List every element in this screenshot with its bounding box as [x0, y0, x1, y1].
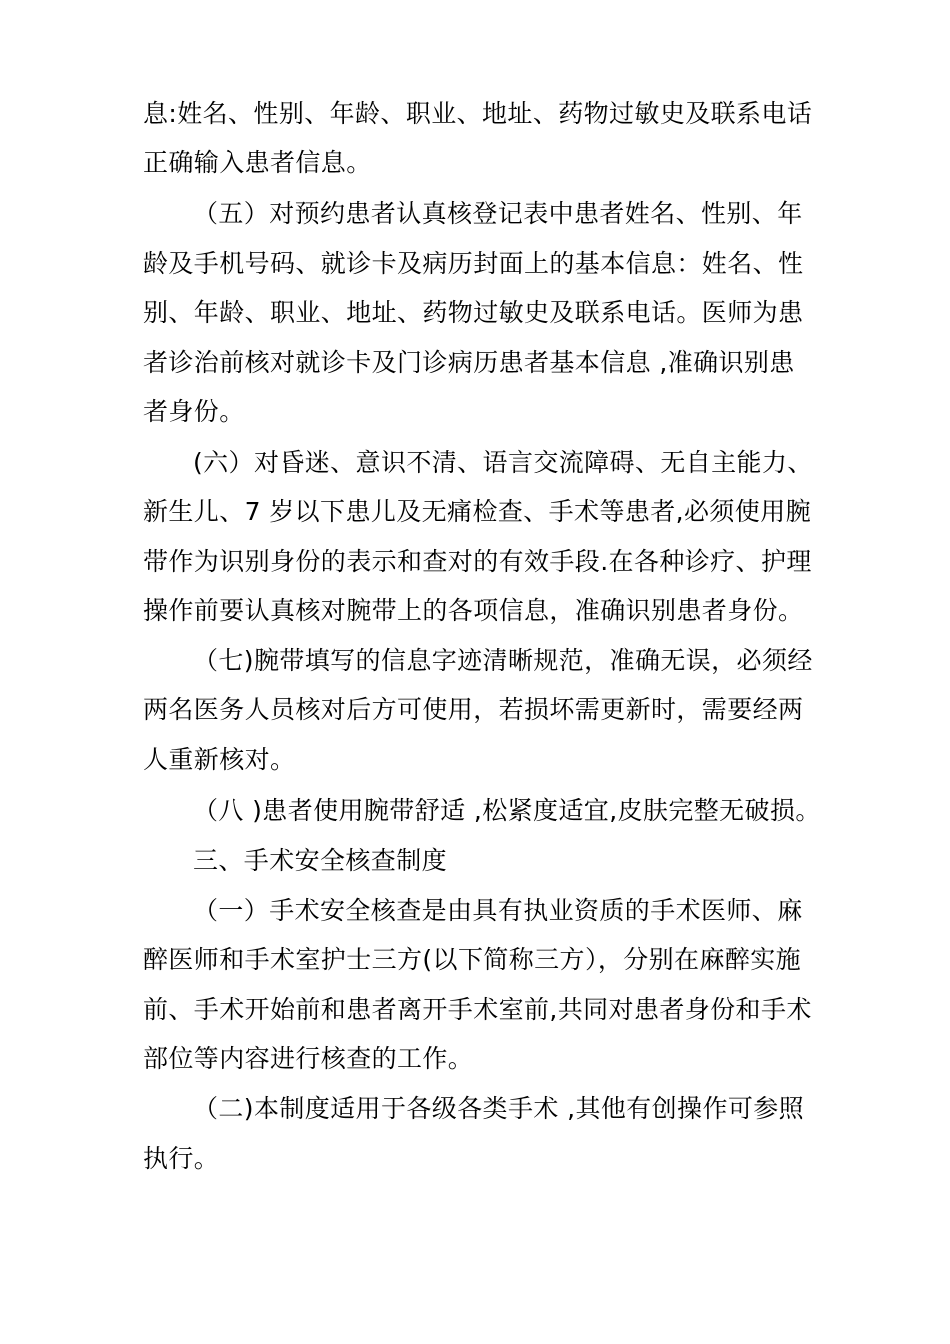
paragraph-start-line: （二)本制度适用于各级各类手术 ,其他有创操作可参照 [193, 1094, 805, 1123]
text-line: 别、年龄、职业、地址、药物过敏史及联系电话。医师为患 [143, 298, 804, 327]
text-line: 操作前要认真核对腕带上的各项信息，准确识别患者身份。 [143, 596, 804, 625]
paragraph-start-line: （五）对预约患者认真核登记表中患者姓名、性别、年 [193, 199, 803, 228]
text-line: 两名医务人员核对后方可使用，若损坏需更新时，需要经两 [143, 695, 804, 724]
paragraph-start-line: （八 )患者使用腕带舒适 ,松紧度适宜,皮肤完整无破损。 [193, 796, 821, 825]
text-line: 前、手术开始前和患者离开手术室前,共同对患者身份和手术 [143, 995, 812, 1024]
text-line: 执行。 [143, 1144, 220, 1173]
paragraph-start-line: （七)腕带填写的信息字迹清晰规范，准确无误，必须经 [193, 646, 813, 675]
text-line: 者诊治前核对就诊卡及门诊病历患者基本信息 ,准确识别患 [143, 348, 795, 377]
text-line: 人重新核对。 [143, 745, 296, 774]
text-line: 龄及手机号码、就诊卡及病历封面上的基本信息：姓名、性 [143, 249, 804, 278]
text-line: 新生儿、7 岁以下患儿及无痛检查、手术等患者,必须使用腕 [143, 497, 812, 526]
section-heading: 三、手术安全核查制度 [193, 846, 448, 875]
text-line: 正确输入患者信息。 [143, 148, 372, 177]
text-line: 醉医师和手术室护士三方(以下简称三方），分别在麻醉实施 [143, 945, 802, 974]
text-line: 部位等内容进行核查的工作。 [143, 1044, 474, 1073]
paragraph-start-line: （一）手术安全核查是由具有执业资质的手术医师、麻 [193, 896, 803, 925]
paragraph-start-line: (六）对昏迷、意识不清、语言交流障碍、无自主能力、 [193, 448, 813, 477]
text-line: 者身份。 [143, 397, 245, 426]
text-line: 带作为识别身份的表示和查对的有效手段.在各种诊疗、护理 [143, 547, 812, 576]
text-line: 息:姓名、性别、年龄、职业、地址、药物过敏史及联系电话 [143, 99, 813, 128]
